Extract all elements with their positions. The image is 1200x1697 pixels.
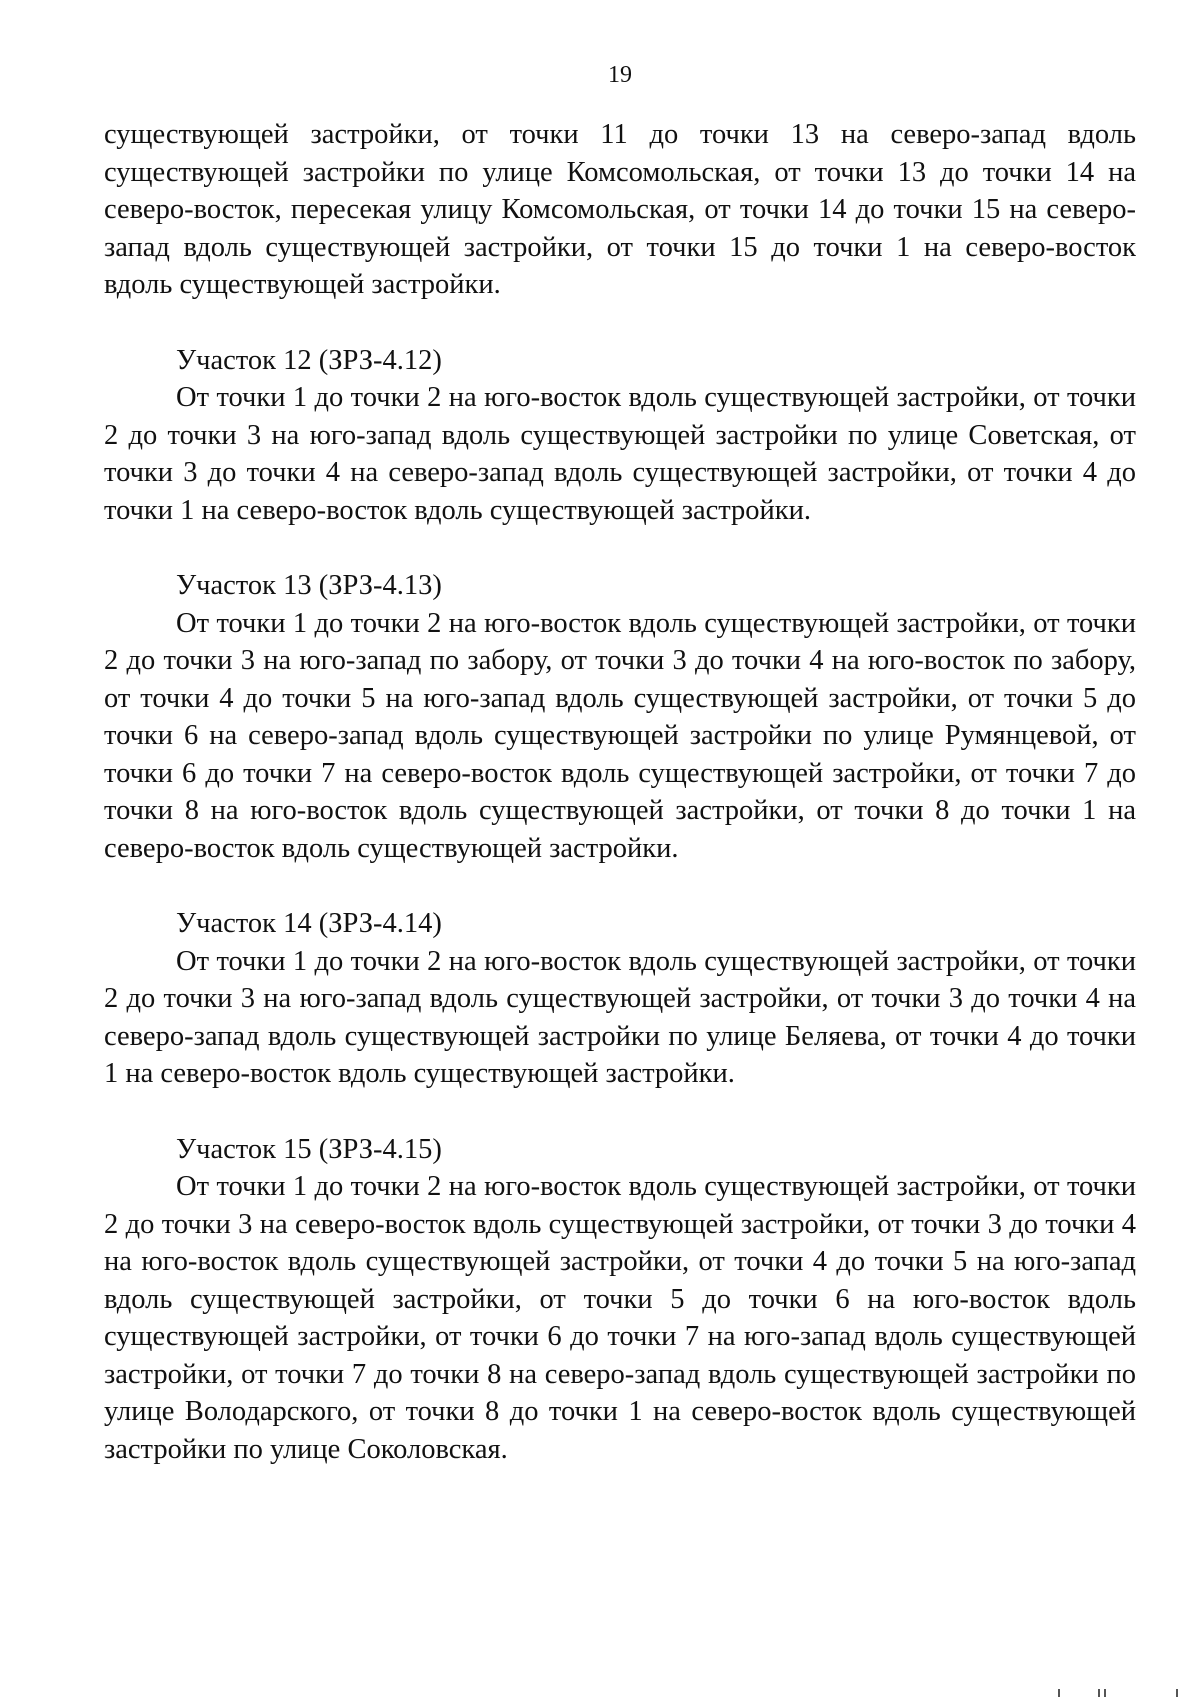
section-plot-15 — [104, 1131, 1136, 1469]
section-plot-14 — [104, 905, 1136, 1093]
section-title: Участок 15 (ЗРЗ-4.15) — [176, 1133, 442, 1165]
scan-artifact-mark — [1098, 1689, 1100, 1697]
section-plot-13 — [104, 567, 1136, 867]
section-title: Участок 12 (ЗРЗ-4.12) — [176, 344, 442, 376]
section-title: Участок 13 (ЗРЗ-4.13) — [176, 570, 442, 601]
scan-artifact-mark — [1058, 1689, 1060, 1697]
section-paragraph: От точки 1 до точки 2 на юго-восток вдоль существующей застройки, от точки 2 до точки 3 на юго-запад вдоль существующей застройки по улице Советская, от точки 3 до точки 4 на северо-запад вдоль существующей застройки, от точки 4 до точки 1 на северо-восток вдоль существующей застройки. — [104, 382, 1136, 526]
document-body — [104, 116, 1136, 1468]
section-paragraph: От точки 1 до точки 2 на юго-восток вдоль существующей застройки, от точки 2 до точки 3 на северо-восток вдоль существующей застройки, от точки 3 до точки 4 на юго-восток вдоль существующей застройки, от точки 4 до точки 5 на юго-запад вдоль существующей застройки, от точки 5 до точки 6 на юго-восток вдоль существующей застройки, от точки 6 до точки 7 на юго-запад вдоль существующей застройки, от точки 7 до точки 8 на северо-запад вдоль существующей застройки по улице Володарского, от точки 8 до точки 1 на северо-восток вдоль существующей застройки по улице Соколовская. — [104, 1171, 1136, 1465]
intro-paragraph: существующей застройки, от точки 11 до точки 13 на северо-запад вдоль существующей застройки по улице Комсомольская, от точки 13 до точки 14 на северо-восток, пересекая улицу Комсомольская, от точки 14 до точки 15 на северо-запад вдоль существующей застройки, от точки 15 до точки 1 на северо-восток вдоль существующей застройки. — [104, 119, 1136, 300]
section-paragraph: От точки 1 до точки 2 на юго-восток вдоль существующей застройки, от точки 2 до точки 3 на юго-запад по забору, от точки 3 до точки 4 на юго-восток по забору, от точки 4 до точки 5 на юго-запад вдоль существующей застройки, от точки 5 до точки 6 на северо-запад вдоль существующей застройки по улице Румянцевой, от точки 6 до точки 7 на северо-восток вдоль существующей застройки, от точки 7 до точки 8 на юго-восток вдоль существующей застройки, от точки 8 до точки 1 на северо-восток вдоль существующей застройки. — [104, 607, 1136, 864]
section-paragraph: От точки 1 до точки 2 на юго-восток вдоль существующей застройки, от точки 2 до точки 3 на юго-запад вдоль существующей застройки, от точки 3 до точки 4 на северо-запад вдоль существующей застройки по улице Беляева, от точки 4 до точки 1 на северо-восток вдоль существующей застройки. — [104, 945, 1136, 1089]
scan-artifact-mark — [1176, 1689, 1178, 1697]
section-title: Участок 14 (ЗРЗ-4.14) — [176, 908, 442, 939]
scan-artifact-mark — [1104, 1689, 1106, 1697]
section-plot-12 — [104, 342, 1136, 530]
page-number: 19 — [608, 62, 632, 88]
